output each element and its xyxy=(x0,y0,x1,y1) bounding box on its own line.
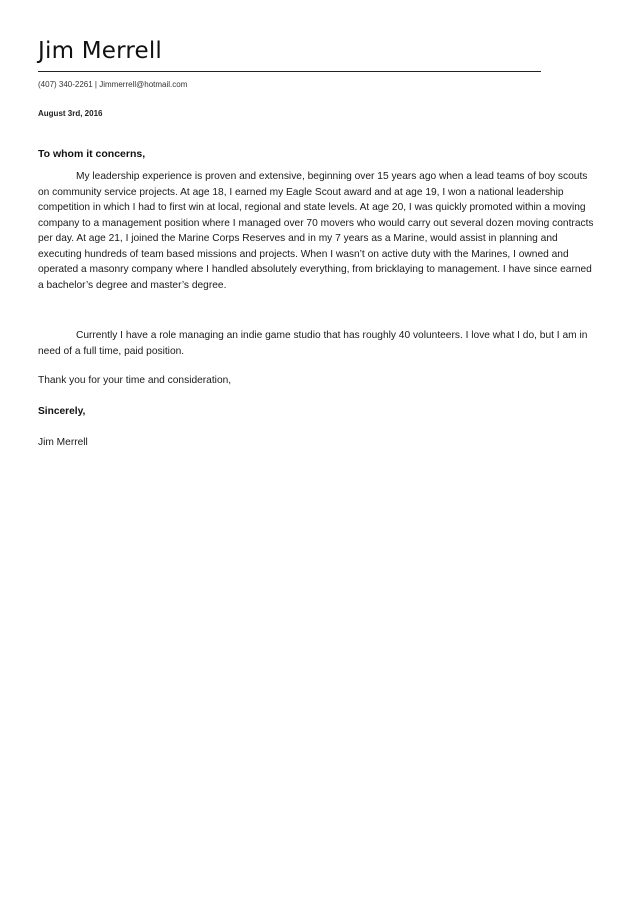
body-paragraph-1: My leadership experience is proven and extensive, beginning over 15 years ago when a lead teams of boy scouts on community service projects. At age 18, I earned my Eagle Scout award and at age 19, I won a national leadership competition in which I had to first win at local, regional and state levels. At age 20, I was quickly promoted within a moving company to a management position where I managed over 70 movers who would carry out several dozen moving contracts per day. At age 21, I joined the Marine Corps Reserves and in my 7 years as a Marine, would assist in planning and executing hundreds of team based missions and projects. When I wasn’t on active duty with the Marines, I owned and operated a masonry company where I handled absolutely everything, from bricklaying to management. I have since earned a bachelor’s degree and master’s degree. xyxy=(38,171,594,291)
letter-date: August 3rd, 2016 xyxy=(38,109,103,118)
sender-name: Jim Merrell xyxy=(38,38,163,64)
body-paragraph-1-block xyxy=(38,169,598,293)
closing: Sincerely, xyxy=(38,406,86,417)
body-paragraph-2-block xyxy=(38,328,598,359)
salutation: To whom it concerns, xyxy=(38,148,146,160)
thanks-line: Thank you for your time and consideration, xyxy=(38,375,232,386)
signature-name: Jim Merrell xyxy=(38,437,88,448)
contact-line: (407) 340-2261 | Jimmerrell@hotmail.com xyxy=(38,80,188,89)
body-paragraph-2: Currently I have a role managing an indie game studio that has roughly 40 volunteers. I love what I do, but I am in need of a full time, paid position. xyxy=(38,330,588,357)
header-divider xyxy=(38,71,541,72)
